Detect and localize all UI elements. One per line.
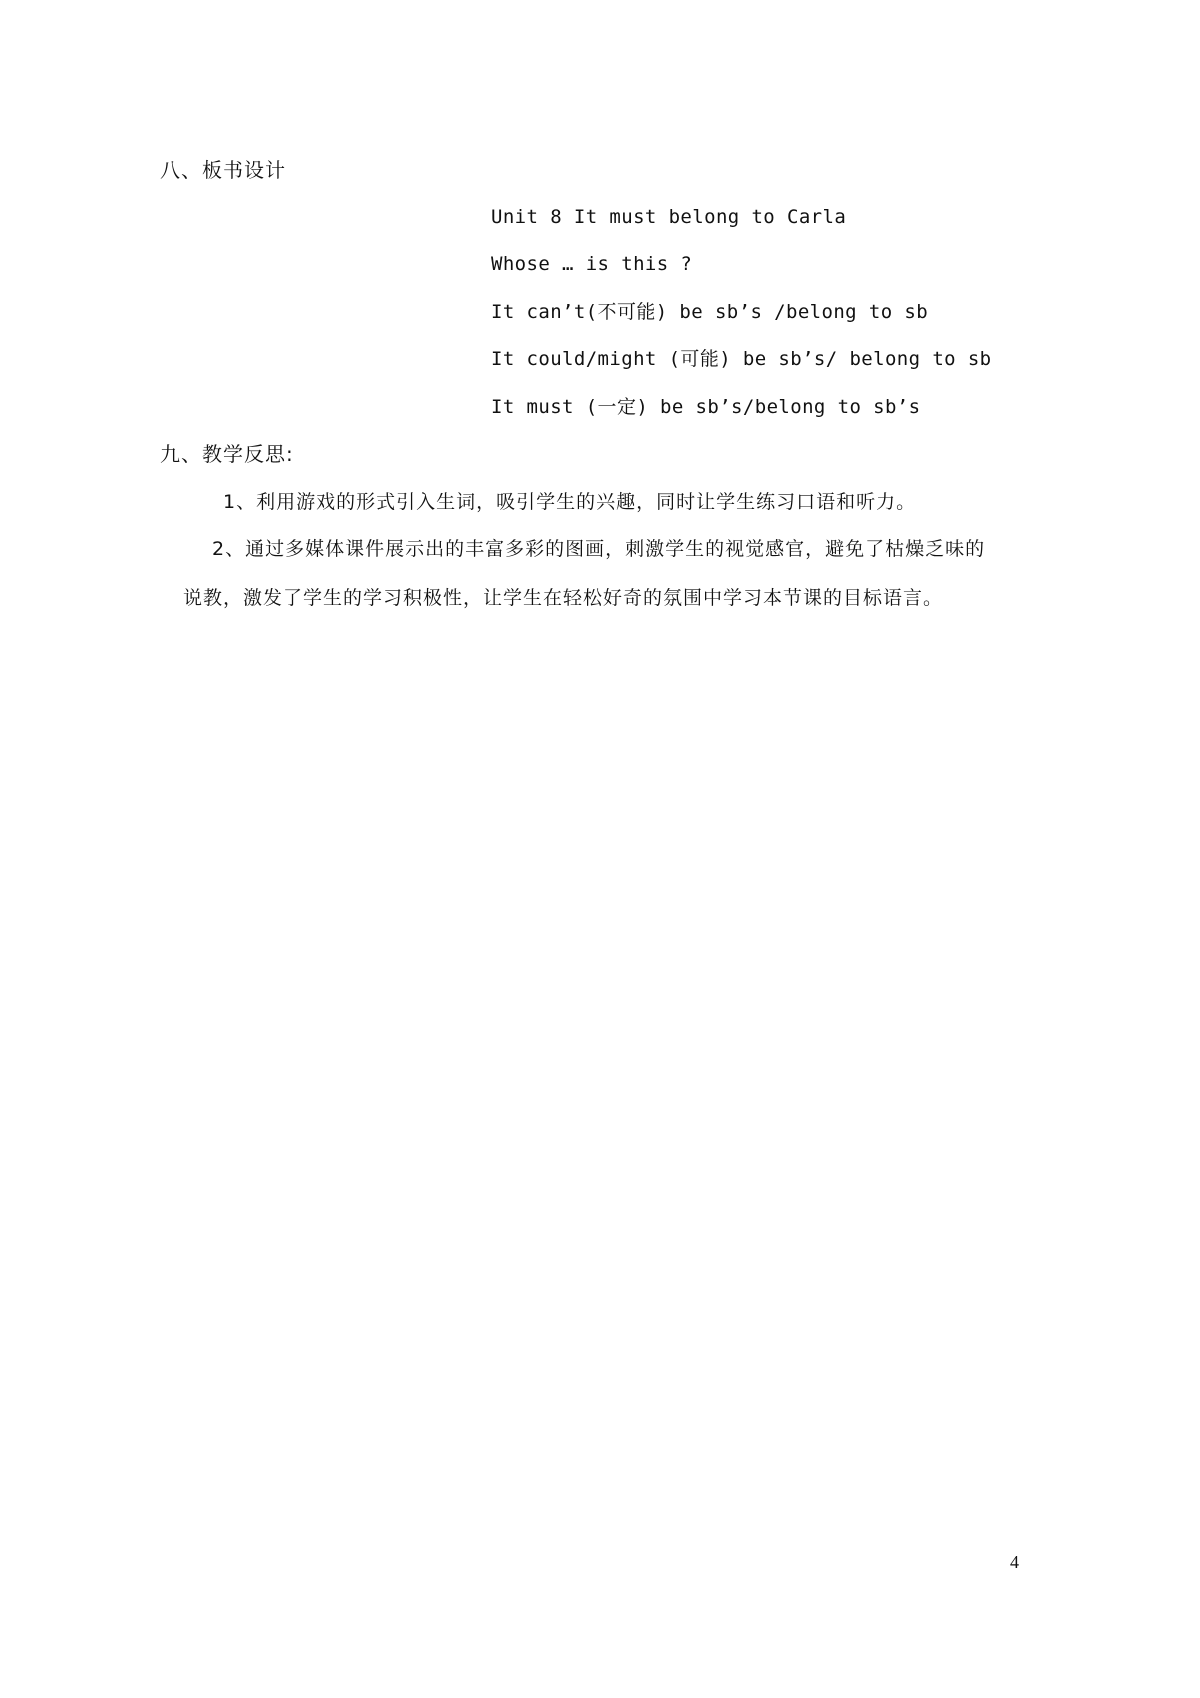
section-heading-board-design: 八、板书设计 (160, 158, 286, 182)
board-line-could-might: It could/might (可能) be sb’s/ belong to sb (491, 348, 992, 370)
board-line-whose-question: Whose … is this ? (491, 253, 693, 275)
reflection-paragraph-1: 1、利用游戏的形式引入生词，吸引学生的兴趣，同时让学生练习口语和听力。 (223, 491, 917, 513)
reflection-paragraph-2-line-2: 说教，激发了学生的学习积极性，让学生在轻松好奇的氛围中学习本节课的目标语言。 (183, 587, 944, 609)
board-line-unit-title: Unit 8 It must belong to Carla (491, 206, 847, 228)
board-line-must: It must (一定) be sb’s/belong to sb’s (491, 396, 921, 418)
reflection-paragraph-2-line-1: 2、通过多媒体课件展示出的丰富多彩的图画，刺激学生的视觉感官，避免了枯燥乏味的 (212, 538, 986, 560)
page-number: 4 (1010, 1552, 1020, 1572)
section-heading-teaching-reflection: 九、教学反思: (160, 442, 294, 466)
board-line-cant: It can’t(不可能) be sb’s /belong to sb (491, 301, 929, 323)
